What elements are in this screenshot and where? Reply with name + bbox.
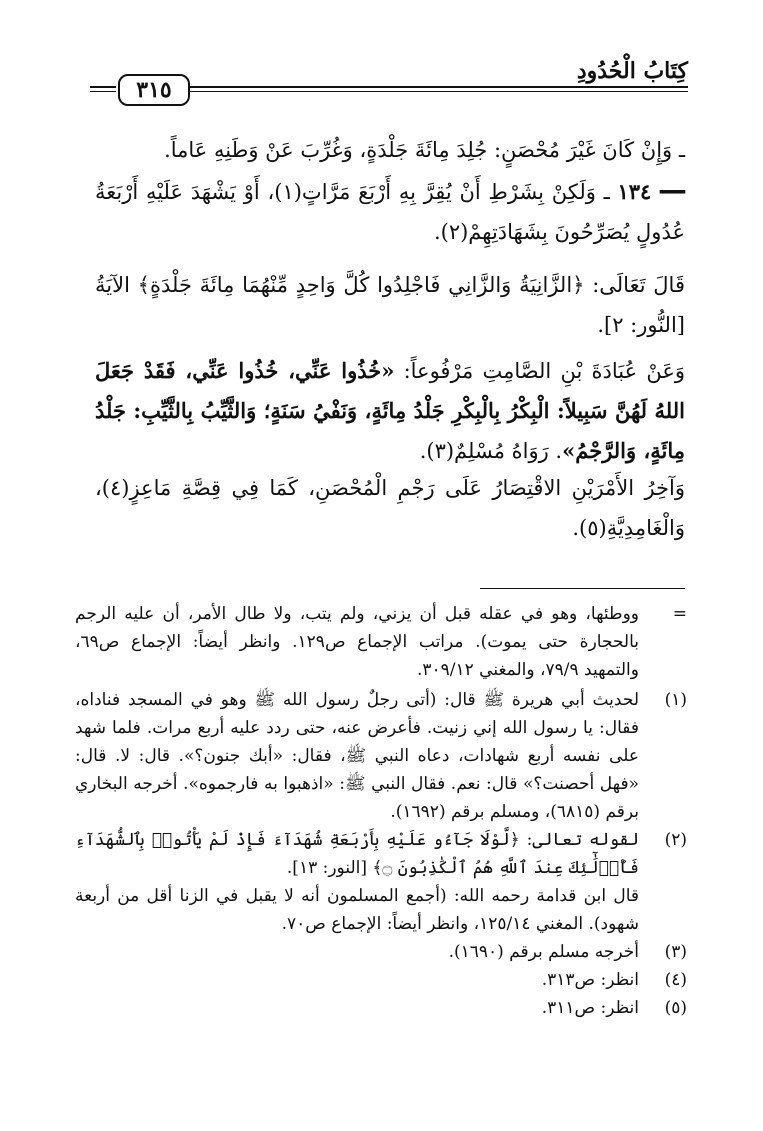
footnote-number: = [672, 604, 687, 624]
section-marker-134: ━━ ١٣٤ [617, 179, 685, 204]
footnote-text: لقوله تعالى: ﴿لَّوْلَا جَآءُو عَلَيْهِ بِأَرْبَعَةِ شُهَدَآءَ فَإِذْ لَمْ يَأْتُوا۟ بِٱلشُّهَدَآءِ فَأُو۟لَٰٓئِكَ عِندَ ٱللَّهِ هُمُ ٱلْكَٰذِبُونَ ۝﴾ [النور: ١٣]. [75, 830, 639, 878]
header-rule-right [190, 86, 688, 92]
page-number: ٣١٥ [118, 74, 190, 106]
footnote-text: ووطئها، وهو في عقله قبل أن يزني، ولم يتب، ولا طال الأمر، أن عليه الرجم بالحجارة حتى يموت). مراتب الإجماع ص١٢٩. وانظر أيضاً: الإجماع ص٦٩، والتمهيد ٧٩/٩، والمغني ٣٠٩/١٢. [75, 604, 640, 680]
book-title: كِتَابُ الْحُدُودِ [576, 58, 688, 84]
paragraph-quran-verse: قَالَ تَعَالَى: ﴿الزَّانِيَةُ وَالزَّانِي فَاجْلِدُوا كُلَّ وَاحِدٍ مِّنْهُمَا مِائَةَ جَلْدَةٍ﴾ الآيَةُ [النُّور: ٢]. [95, 273, 685, 337]
footnote-number: (٥) [664, 998, 687, 1018]
footnote-number: (١) [664, 690, 687, 710]
footnote-number: (٢) [664, 830, 687, 850]
paragraph-last-ruling: وَآخِرُ الأَمْرَيْنِ الاقْتِصَارُ عَلَى رَجْمِ الْمُحْصَنِ، كَمَا فِي قِصَّةِ مَاعِزٍ(٤)، وَالْغَامِدِيَّةِ(٥). [95, 476, 685, 540]
paragraph-non-muhsan: ـ وَإِنْ كَانَ غَيْرَ مُحْصَنٍ: جُلِدَ مِائَةَ جَلْدَةٍ، وَغُرِّبَ عَنْ وَطَنِهِ عَاماً. [164, 138, 685, 162]
footnote-text: انظر: ص٣١٣. [541, 970, 639, 990]
hadith-intro: وَعَنْ عُبَادَةَ بْنِ الصَّامِتِ مَرْفُوعاً: [394, 359, 685, 383]
footnote-text: أخرجه مسلم برقم (١٦٩٠). [448, 942, 639, 962]
footnotes [75, 600, 687, 1022]
footnote-divider [480, 588, 685, 589]
paragraph-134-text: ـ وَلَكِنْ بِشَرْطِ أَنْ يُقِرَّ بِهِ أَرْبَعَ مَرَّاتٍ(١)، أَوْ يَشْهَدَ عَلَيْهِ أَرْبَعَةُ عُدُولٍ يُصَرِّحُونَ بِشَهَادَتِهِمْ(٢). [95, 180, 685, 244]
footnote-3 [75, 938, 687, 966]
footnote-number: (٤) [664, 970, 687, 990]
paragraph-hadith-ubada [95, 351, 685, 471]
hadith-text: «خُذُوا عَنِّي، خُذُوا عَنِّي، فَقَدْ جَعَلَ اللهُ لَهُنَّ سَبِيلاً: الْبِكْرُ بِالْبِكْرِ جَلْدُ مِائَةٍ، وَنَفْيُ سَنَةٍ؛ وَالثَّيِّبُ بِالثَّيِّبِ: جَلْدُ مِائَةٍ، وَالرَّجْمُ» [95, 358, 685, 463]
paragraph-134 [95, 172, 685, 252]
footnote-1 [75, 686, 687, 826]
footnote-4 [75, 966, 687, 994]
footnote-continued [75, 600, 687, 684]
header-rule-left [90, 86, 116, 92]
hadith-source: . رَوَاهُ مُسْلِمٌ(٣). [419, 439, 563, 463]
footnote-text: لحديث أبي هريرة ﷺ قال: (أتى رجلٌ رسول الله ﷺ وهو في المسجد فناداه، فقال: يا رسول الله إني زنيت. فأعرض عنه، حتى ردد عليه أربع مرات. فلما شهد على نفسه أربع شهادات، دعاه النبي ﷺ، فقال: «أبك جنون؟». قال: لا. قال: «فهل أحصنت؟» قال: نعم. فقال النبي ﷺ: «اذهبوا به فارجموه». أخرجه البخاري برقم (٦٨١٥)، ومسلم برقم (١٦٩٢). [75, 690, 639, 822]
footnote-5 [75, 994, 687, 1022]
footnote-number: (٣) [664, 942, 687, 962]
footnote-text: قال ابن قدامة رحمه الله: (أجمع المسلمون أنه لا يقبل في الزنا أقل من أربعة شهود). المغني ١٢٥/١٤، وانظر أيضاً: الإجماع ص٧٠. [75, 886, 639, 934]
footnote-text: انظر: ص٣١١. [541, 998, 639, 1018]
footnote-2-continued [75, 882, 687, 938]
page-header [80, 58, 688, 108]
footnote-2 [75, 826, 687, 882]
